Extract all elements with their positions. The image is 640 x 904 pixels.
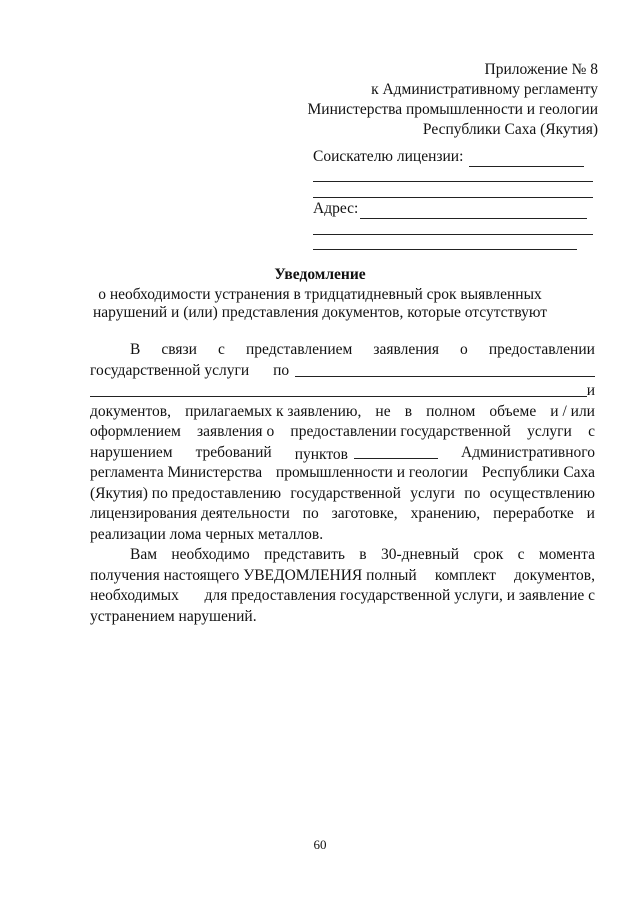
- body-word: с: [517, 546, 525, 563]
- body-text: пунктов: [294, 445, 348, 463]
- body-text: по: [273, 361, 290, 379]
- body-line: [90, 484, 595, 505]
- body-word: Административного: [461, 443, 595, 461]
- body-line: [90, 504, 595, 525]
- body-word: оформлением: [90, 423, 181, 440]
- body-word: связи: [161, 341, 197, 358]
- body-word: промышленности и геологии: [275, 464, 468, 481]
- address-blank-line: [313, 249, 577, 250]
- body-word: документов,: [90, 402, 171, 420]
- body-word: [295, 443, 438, 464]
- appendix-line: к Административному регламенту: [371, 81, 598, 98]
- body-word: не: [375, 402, 391, 420]
- body-word: получения настоящего УВЕДОМЛЕНИЯ полный: [90, 566, 417, 584]
- body-text: реализации лома черных металлов.: [90, 525, 324, 543]
- body-word: срок: [473, 546, 504, 563]
- notice-subtitle: [60, 286, 580, 322]
- body-word: по: [302, 505, 319, 522]
- body-line: [90, 463, 595, 484]
- body-line: [90, 340, 595, 361]
- address-blank-line: [360, 218, 587, 219]
- body-line: [90, 422, 595, 443]
- body-line: [90, 607, 595, 628]
- body-line: [90, 586, 595, 607]
- body-word: предоставлении государственной: [290, 423, 511, 440]
- body-word: и: [586, 505, 595, 522]
- body-text: государственной услуги: [90, 361, 250, 379]
- appendix-line: Приложение № 8: [484, 61, 598, 78]
- address-label: Адрес:: [313, 200, 359, 217]
- body-word: необходимых: [90, 587, 179, 604]
- body-word: в: [359, 546, 367, 563]
- appendix-line: Республики Саха (Якутия): [422, 121, 598, 138]
- body-line: [90, 381, 595, 402]
- body-text: устранением нарушений.: [90, 607, 257, 625]
- body-word: (Якутия) по предоставлению: [90, 484, 282, 502]
- notice-body: [90, 340, 595, 627]
- body-word: заготовке,: [331, 505, 398, 522]
- body-word: 30-дневный: [380, 546, 460, 563]
- page-number: 60: [313, 837, 327, 852]
- body-word: представлением: [245, 341, 353, 358]
- applicant-blank-line: [313, 197, 593, 198]
- body-word: представить: [264, 546, 345, 563]
- service-name-blank: [295, 361, 595, 377]
- body-word: заявления о: [196, 423, 275, 440]
- address-blank-line: [313, 234, 593, 235]
- body-text: и: [586, 382, 595, 399]
- subtitle-line: нарушений и (или) представления документов, которые отсутствуют: [92, 304, 548, 321]
- appendix-header: [308, 60, 598, 140]
- applicant-blank-line: [469, 166, 584, 167]
- body-word: по: [464, 484, 481, 502]
- body-word: комплект: [434, 566, 496, 584]
- body-word: лицензирования деятельности: [90, 505, 290, 522]
- body-word: хранению,: [410, 505, 481, 522]
- notice-title: Уведомление: [274, 266, 366, 283]
- body-word: с: [588, 423, 595, 440]
- body-word: регламента Министерства: [90, 464, 263, 481]
- body-word: требований: [195, 443, 272, 461]
- body-line: [90, 525, 595, 546]
- subtitle-line: о необходимости устранения в тридцатидневный срок выявленных: [98, 286, 542, 303]
- body-word: нарушением: [90, 443, 173, 461]
- body-word: момента: [538, 546, 595, 563]
- body-word: документов,: [514, 566, 595, 584]
- body-word: переработке: [493, 505, 574, 522]
- body-word: Республики Саха: [481, 464, 595, 481]
- body-word: необходимо: [171, 546, 250, 563]
- body-word: предоставлении: [488, 341, 595, 358]
- body-word: услуги: [527, 423, 572, 440]
- body-line: [90, 545, 595, 566]
- body-word: в: [404, 402, 413, 420]
- body-line: [90, 566, 595, 587]
- body-word: и / или: [550, 402, 595, 420]
- service-name-blank: [90, 381, 587, 397]
- clause-number-blank: [354, 443, 438, 459]
- body-word: для предоставления государственной услуги, и заявление с: [204, 587, 595, 604]
- body-word: осуществлению: [489, 484, 595, 502]
- body-word: В: [130, 341, 141, 358]
- applicant-label: Соискателю лицензии:: [313, 148, 464, 165]
- body-line: [90, 443, 595, 464]
- body-word: полном: [426, 402, 476, 420]
- body-word: заявления: [373, 341, 439, 358]
- body-word: с: [218, 341, 225, 358]
- body-word: услуги: [410, 484, 455, 502]
- body-word: о: [460, 341, 468, 358]
- body-line: [90, 361, 595, 382]
- body-word: Вам: [130, 546, 158, 563]
- body-word: объеме: [489, 402, 537, 420]
- body-word: прилагаемых к заявлению,: [185, 402, 362, 420]
- body-line: [90, 402, 595, 423]
- applicant-blank-line: [313, 181, 593, 182]
- appendix-line: Министерства промышленности и геологии: [307, 101, 598, 118]
- body-word: государственной: [290, 484, 401, 502]
